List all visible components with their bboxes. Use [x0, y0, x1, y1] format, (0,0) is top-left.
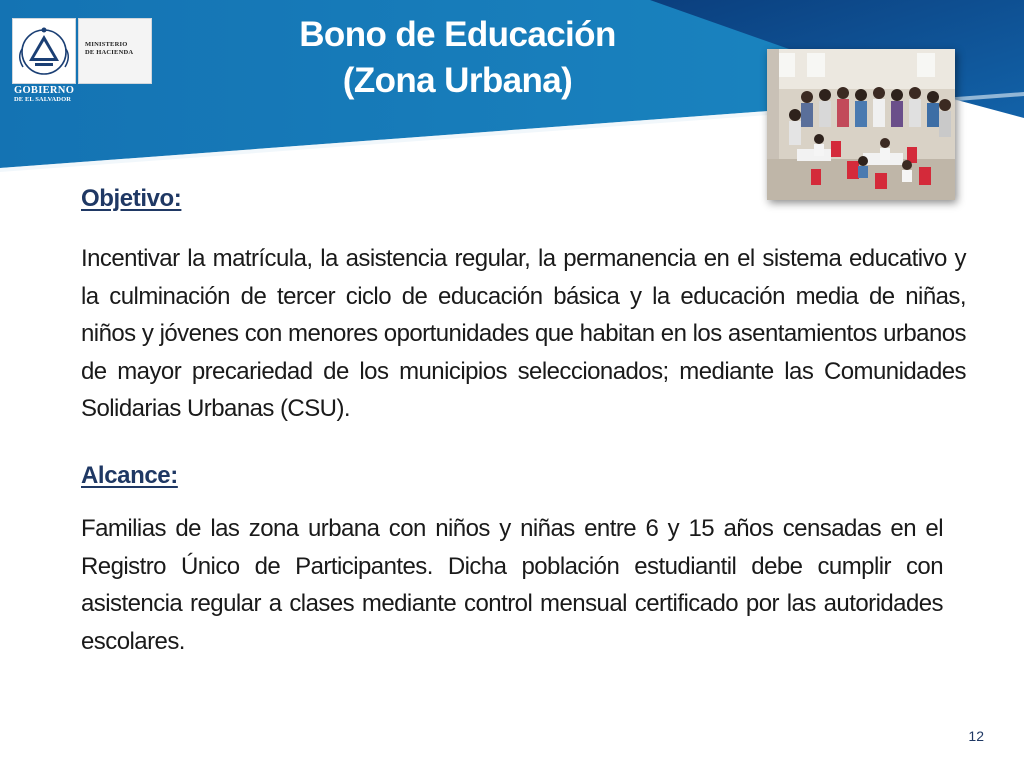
- government-logo: [12, 18, 142, 108]
- objective-text: Incentivar la matrícula, la asistencia regular, la permanencia en el sistema educativo y la culminación de tercer ciclo de educación básica y la educación media de niñas, niños y jóvenes con menores oportunidades que habitan en los asentamientos urbanos de mayor precariedad de los municipios seleccionados; mediante las Comunidades Solidarias Urbanas (CSU).: [81, 245, 966, 422]
- ministry-label: [78, 18, 152, 84]
- coat-of-arms-icon: [12, 18, 76, 84]
- government-line-1: GOBIERNO: [14, 85, 75, 96]
- government-line-2: DE EL SALVADOR: [14, 96, 72, 103]
- scope-text: Familias de las zona urbana con niños y niñas entre 6 y 15 años censadas en el Registro Único de Participantes. Dicha población estudiantil debe cumplir con asistencia regular a clases mediante control mensual certificado por las autoridades escolares.: [81, 515, 943, 655]
- objective-heading: Objetivo:: [81, 185, 182, 212]
- scope-heading: Alcance:: [81, 462, 178, 489]
- slide-title: [250, 12, 665, 104]
- ministry-line-2: DE HACIENDA: [85, 49, 134, 56]
- page-number: 12: [968, 728, 984, 744]
- government-label: [14, 86, 74, 104]
- title-line-1: Bono de Educación: [299, 15, 616, 54]
- ministry-line-1: MINISTERIO: [85, 41, 128, 48]
- title-line-2: (Zona Urbana): [342, 61, 573, 100]
- community-photo: [767, 49, 955, 200]
